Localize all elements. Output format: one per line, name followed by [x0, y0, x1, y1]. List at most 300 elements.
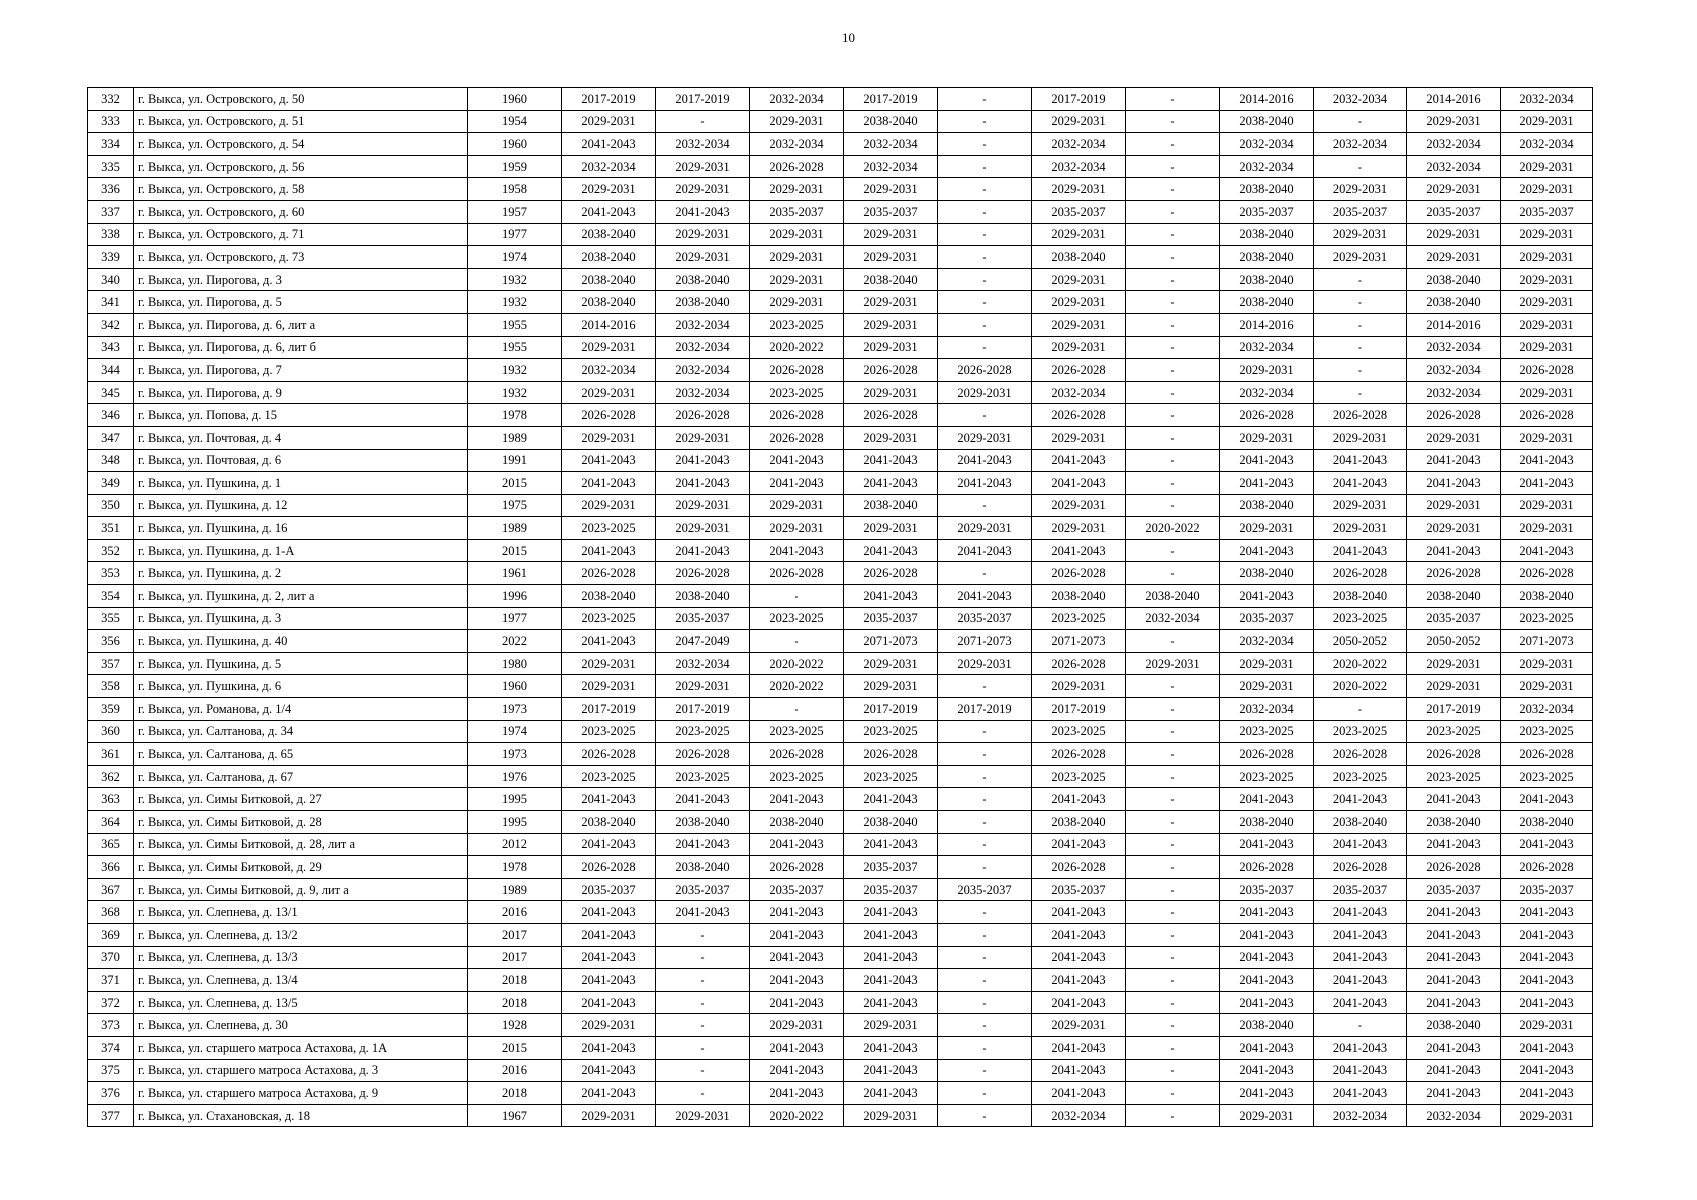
row-number-cell: 370 — [88, 946, 134, 969]
period-cell: 2023-2025 — [844, 720, 938, 743]
period-cell: - — [1126, 901, 1220, 924]
period-cell: 2029-2031 — [1501, 381, 1593, 404]
period-cell: - — [1314, 313, 1407, 336]
period-cell: - — [1126, 472, 1220, 495]
table-row — [88, 720, 1593, 743]
period-cell: 2017-2019 — [1032, 698, 1126, 721]
period-cell: 2038-2040 — [562, 268, 656, 291]
address-cell: г. Выкса, ул. Слепнева, д. 30 — [134, 1014, 468, 1037]
period-cell: 2032-2034 — [562, 155, 656, 178]
period-cell: 2023-2025 — [1032, 720, 1126, 743]
row-number-cell: 360 — [88, 720, 134, 743]
period-cell: - — [938, 856, 1032, 879]
table-row — [88, 291, 1593, 314]
period-cell: 2035-2037 — [1501, 200, 1593, 223]
period-cell: 2023-2025 — [562, 765, 656, 788]
period-cell: - — [1126, 291, 1220, 314]
year-cell: 1967 — [468, 1104, 562, 1127]
period-cell: 2041-2043 — [750, 539, 844, 562]
period-cell: 2038-2040 — [656, 811, 750, 834]
row-number-cell: 371 — [88, 969, 134, 992]
period-cell: - — [938, 88, 1032, 111]
period-cell: 2023-2025 — [1314, 765, 1407, 788]
year-cell: 1960 — [468, 675, 562, 698]
period-cell: 2041-2043 — [562, 969, 656, 992]
row-number-cell: 363 — [88, 788, 134, 811]
period-cell: 2047-2049 — [656, 630, 750, 653]
period-cell: - — [656, 946, 750, 969]
period-cell: 2038-2040 — [1314, 585, 1407, 608]
period-cell: 2029-2031 — [656, 223, 750, 246]
period-cell: - — [938, 765, 1032, 788]
period-cell: 2023-2025 — [1314, 607, 1407, 630]
period-cell: - — [1126, 698, 1220, 721]
period-cell: 2032-2034 — [656, 133, 750, 156]
period-cell: 2029-2031 — [1501, 178, 1593, 201]
period-cell: 2026-2028 — [1032, 652, 1126, 675]
period-cell: 2035-2037 — [844, 607, 938, 630]
period-cell: 2041-2043 — [1032, 539, 1126, 562]
row-number-cell: 358 — [88, 675, 134, 698]
period-cell: 2029-2031 — [1407, 110, 1501, 133]
table-row — [88, 517, 1593, 540]
period-cell: 2041-2043 — [1407, 901, 1501, 924]
table-row — [88, 585, 1593, 608]
table-row — [88, 991, 1593, 1014]
period-cell: 2041-2043 — [750, 788, 844, 811]
period-cell: - — [656, 969, 750, 992]
period-cell: 2038-2040 — [1032, 585, 1126, 608]
period-cell: 2041-2043 — [656, 472, 750, 495]
period-cell: 2041-2043 — [1032, 788, 1126, 811]
period-cell: 2029-2031 — [1032, 426, 1126, 449]
period-cell: - — [938, 811, 1032, 834]
period-cell: 2026-2028 — [562, 856, 656, 879]
period-cell: 2038-2040 — [1032, 246, 1126, 269]
period-cell: 2029-2031 — [844, 652, 938, 675]
period-cell: 2041-2043 — [750, 1059, 844, 1082]
period-cell: 2023-2025 — [562, 607, 656, 630]
table-row — [88, 268, 1593, 291]
address-cell: г. Выкса, ул. Слепнева, д. 13/2 — [134, 923, 468, 946]
period-cell: 2032-2034 — [1314, 133, 1407, 156]
address-cell: г. Выкса, ул. Слепнева, д. 13/1 — [134, 901, 468, 924]
period-cell: 2032-2034 — [1032, 133, 1126, 156]
period-cell: 2014-2016 — [1407, 313, 1501, 336]
year-cell: 2016 — [468, 901, 562, 924]
period-cell: 2041-2043 — [656, 901, 750, 924]
period-cell: 2020-2022 — [1314, 652, 1407, 675]
row-number-cell: 338 — [88, 223, 134, 246]
period-cell: 2041-2043 — [562, 133, 656, 156]
year-cell: 1980 — [468, 652, 562, 675]
table-row — [88, 223, 1593, 246]
period-cell: 2029-2031 — [938, 652, 1032, 675]
period-cell: 2029-2031 — [844, 381, 938, 404]
period-cell: 2035-2037 — [562, 878, 656, 901]
row-number-cell: 355 — [88, 607, 134, 630]
period-cell: 2032-2034 — [1032, 1104, 1126, 1127]
period-cell: - — [938, 1082, 1032, 1105]
row-number-cell: 336 — [88, 178, 134, 201]
period-cell: 2020-2022 — [750, 675, 844, 698]
period-cell: 2041-2043 — [1501, 1082, 1593, 1105]
period-cell: 2041-2043 — [1032, 472, 1126, 495]
year-cell: 2017 — [468, 946, 562, 969]
period-cell: 2023-2025 — [750, 381, 844, 404]
table-row — [88, 630, 1593, 653]
period-cell: 2041-2043 — [1032, 946, 1126, 969]
period-cell: 2035-2037 — [1032, 200, 1126, 223]
period-cell: 2035-2037 — [750, 200, 844, 223]
period-cell: 2026-2028 — [1501, 743, 1593, 766]
period-cell: 2041-2043 — [1407, 449, 1501, 472]
row-number-cell: 372 — [88, 991, 134, 1014]
period-cell: 2029-2031 — [1501, 155, 1593, 178]
period-cell: 2029-2031 — [1032, 313, 1126, 336]
period-cell: 2029-2031 — [1314, 246, 1407, 269]
period-cell: 2041-2043 — [1032, 1082, 1126, 1105]
period-cell: - — [1314, 155, 1407, 178]
period-cell: 2032-2034 — [1220, 698, 1314, 721]
period-cell: 2020-2022 — [1314, 675, 1407, 698]
period-cell: 2035-2037 — [1220, 878, 1314, 901]
period-cell: 2041-2043 — [1501, 833, 1593, 856]
period-cell: 2029-2031 — [562, 675, 656, 698]
table-row — [88, 765, 1593, 788]
period-cell: 2032-2034 — [1314, 88, 1407, 111]
period-cell: 2041-2043 — [750, 833, 844, 856]
year-cell: 1991 — [468, 449, 562, 472]
row-number-cell: 342 — [88, 313, 134, 336]
period-cell: 2035-2037 — [1314, 200, 1407, 223]
period-cell: 2029-2031 — [562, 381, 656, 404]
period-cell: 2041-2043 — [1314, 1082, 1407, 1105]
period-cell: 2041-2043 — [1314, 946, 1407, 969]
period-cell: 2050-2052 — [1314, 630, 1407, 653]
period-cell: 2041-2043 — [1314, 449, 1407, 472]
period-cell: 2041-2043 — [1032, 1059, 1126, 1082]
table-row — [88, 833, 1593, 856]
period-cell: - — [1126, 743, 1220, 766]
period-cell: 2023-2025 — [1501, 607, 1593, 630]
period-cell: 2041-2043 — [1032, 923, 1126, 946]
period-cell: 2023-2025 — [750, 720, 844, 743]
period-cell: - — [1126, 313, 1220, 336]
period-cell: 2017-2019 — [1407, 698, 1501, 721]
period-cell: 2029-2031 — [844, 178, 938, 201]
period-cell: 2029-2031 — [656, 517, 750, 540]
period-cell: - — [1314, 110, 1407, 133]
period-cell: - — [1126, 426, 1220, 449]
period-cell: 2029-2031 — [844, 675, 938, 698]
period-cell: 2035-2037 — [938, 878, 1032, 901]
row-number-cell: 353 — [88, 562, 134, 585]
period-cell: - — [938, 246, 1032, 269]
period-cell: 2029-2031 — [1501, 517, 1593, 540]
period-cell: - — [938, 404, 1032, 427]
address-cell: г. Выкса, ул. Симы Битковой, д. 29 — [134, 856, 468, 879]
period-cell: - — [938, 1059, 1032, 1082]
period-cell: 2032-2034 — [844, 133, 938, 156]
table-row — [88, 901, 1593, 924]
period-cell: 2026-2028 — [750, 155, 844, 178]
period-cell: 2029-2031 — [656, 246, 750, 269]
table-row — [88, 200, 1593, 223]
period-cell: 2038-2040 — [562, 585, 656, 608]
period-cell: 2041-2043 — [1501, 788, 1593, 811]
year-cell: 1932 — [468, 381, 562, 404]
period-cell: 2029-2031 — [750, 246, 844, 269]
period-cell: 2032-2034 — [656, 313, 750, 336]
period-cell: 2026-2028 — [1407, 856, 1501, 879]
period-cell: 2041-2043 — [1407, 923, 1501, 946]
period-cell: 2029-2031 — [656, 494, 750, 517]
period-cell: - — [938, 923, 1032, 946]
period-cell: 2041-2043 — [1407, 472, 1501, 495]
period-cell: 2035-2037 — [1407, 878, 1501, 901]
address-cell: г. Выкса, ул. Симы Битковой, д. 28 — [134, 811, 468, 834]
period-cell: 2041-2043 — [562, 901, 656, 924]
period-cell: 2026-2028 — [1407, 562, 1501, 585]
year-cell: 1995 — [468, 788, 562, 811]
period-cell: 2029-2031 — [562, 336, 656, 359]
period-cell: 2041-2043 — [1501, 969, 1593, 992]
period-cell: 2029-2031 — [1407, 494, 1501, 517]
table-row — [88, 788, 1593, 811]
period-cell: 2041-2043 — [1501, 991, 1593, 1014]
period-cell: 2023-2025 — [750, 765, 844, 788]
period-cell: 2020-2022 — [1126, 517, 1220, 540]
address-cell: г. Выкса, ул. Слепнева, д. 13/5 — [134, 991, 468, 1014]
period-cell: - — [1126, 178, 1220, 201]
period-cell: 2041-2043 — [844, 991, 938, 1014]
period-cell: 2029-2031 — [1314, 223, 1407, 246]
period-cell: 2029-2031 — [1501, 223, 1593, 246]
row-number-cell: 369 — [88, 923, 134, 946]
period-cell: 2014-2016 — [1407, 88, 1501, 111]
period-cell: 2017-2019 — [562, 698, 656, 721]
period-cell: 2041-2043 — [844, 969, 938, 992]
period-cell: - — [938, 494, 1032, 517]
period-cell: 2038-2040 — [1220, 223, 1314, 246]
period-cell: 2029-2031 — [750, 517, 844, 540]
period-cell: 2023-2025 — [1032, 765, 1126, 788]
period-cell: 2026-2028 — [1220, 404, 1314, 427]
period-cell: 2041-2043 — [656, 833, 750, 856]
year-cell: 1932 — [468, 268, 562, 291]
period-cell: - — [1126, 675, 1220, 698]
period-cell: 2029-2031 — [844, 1104, 938, 1127]
table-row — [88, 494, 1593, 517]
address-cell: г. Выкса, ул. Пушкина, д. 5 — [134, 652, 468, 675]
period-cell: 2038-2040 — [1220, 811, 1314, 834]
period-cell: 2029-2031 — [750, 223, 844, 246]
row-number-cell: 374 — [88, 1036, 134, 1059]
period-cell: 2029-2031 — [844, 517, 938, 540]
period-cell: 2041-2043 — [1220, 833, 1314, 856]
period-cell: 2035-2037 — [844, 878, 938, 901]
period-cell: 2041-2043 — [1220, 923, 1314, 946]
period-cell: - — [1314, 291, 1407, 314]
period-cell: 2041-2043 — [750, 449, 844, 472]
table-row — [88, 698, 1593, 721]
period-cell: 2029-2031 — [1314, 426, 1407, 449]
period-cell: 2026-2028 — [1032, 743, 1126, 766]
period-cell: 2029-2031 — [1501, 494, 1593, 517]
period-cell: 2032-2034 — [1407, 1104, 1501, 1127]
period-cell: 2041-2043 — [1501, 1036, 1593, 1059]
period-cell: 2032-2034 — [1407, 155, 1501, 178]
period-cell: 2023-2025 — [750, 313, 844, 336]
period-cell: 2032-2034 — [1501, 88, 1593, 111]
year-cell: 1976 — [468, 765, 562, 788]
period-cell: 2029-2031 — [750, 1014, 844, 1037]
period-cell: - — [938, 743, 1032, 766]
period-cell: 2041-2043 — [562, 1059, 656, 1082]
period-cell: 2029-2031 — [1501, 313, 1593, 336]
row-number-cell: 332 — [88, 88, 134, 111]
period-cell: 2029-2031 — [1407, 426, 1501, 449]
period-cell: 2041-2043 — [1501, 449, 1593, 472]
period-cell: 2029-2031 — [1314, 517, 1407, 540]
period-cell: 2038-2040 — [1407, 585, 1501, 608]
address-cell: г. Выкса, ул. Пушкина, д. 2, лит а — [134, 585, 468, 608]
period-cell: 2029-2031 — [1032, 110, 1126, 133]
period-cell: 2029-2031 — [1032, 517, 1126, 540]
period-cell: 2041-2043 — [1220, 472, 1314, 495]
period-cell: 2029-2031 — [656, 675, 750, 698]
period-cell: 2041-2043 — [1501, 901, 1593, 924]
year-cell: 1959 — [468, 155, 562, 178]
address-cell: г. Выкса, ул. Почтовая, д. 6 — [134, 449, 468, 472]
period-cell: 2026-2028 — [1501, 359, 1593, 382]
row-number-cell: 354 — [88, 585, 134, 608]
period-cell: - — [1126, 359, 1220, 382]
period-cell: 2032-2034 — [656, 381, 750, 404]
address-cell: г. Выкса, ул. Пирогова, д. 6, лит б — [134, 336, 468, 359]
period-cell: 2041-2043 — [1314, 1059, 1407, 1082]
period-cell: - — [938, 1104, 1032, 1127]
row-number-cell: 356 — [88, 630, 134, 653]
year-cell: 1978 — [468, 404, 562, 427]
period-cell: 2041-2043 — [1407, 1059, 1501, 1082]
period-cell: 2032-2034 — [1220, 155, 1314, 178]
period-cell: 2029-2031 — [562, 1104, 656, 1127]
period-cell: 2029-2031 — [1407, 246, 1501, 269]
period-cell: 2038-2040 — [1220, 291, 1314, 314]
period-cell: 2029-2031 — [562, 1014, 656, 1037]
period-cell: - — [1126, 223, 1220, 246]
period-cell: 2041-2043 — [562, 449, 656, 472]
period-cell: 2026-2028 — [656, 562, 750, 585]
table-row — [88, 155, 1593, 178]
period-cell: 2038-2040 — [1407, 811, 1501, 834]
address-cell: г. Выкса, ул. Салтанова, д. 34 — [134, 720, 468, 743]
period-cell: - — [938, 833, 1032, 856]
row-number-cell: 347 — [88, 426, 134, 449]
period-cell: 2041-2043 — [562, 1036, 656, 1059]
row-number-cell: 362 — [88, 765, 134, 788]
period-cell: - — [1126, 1059, 1220, 1082]
period-cell: 2041-2043 — [1407, 1082, 1501, 1105]
period-cell: - — [1126, 1014, 1220, 1037]
year-cell: 1954 — [468, 110, 562, 133]
period-cell: 2041-2043 — [656, 788, 750, 811]
period-cell: 2035-2037 — [1220, 200, 1314, 223]
period-cell: 2041-2043 — [1501, 923, 1593, 946]
year-cell: 1960 — [468, 133, 562, 156]
period-cell: 2026-2028 — [750, 404, 844, 427]
year-cell: 1957 — [468, 200, 562, 223]
row-number-cell: 345 — [88, 381, 134, 404]
period-cell: 2029-2031 — [1032, 268, 1126, 291]
period-cell: 2038-2040 — [1220, 1014, 1314, 1037]
period-cell: 2026-2028 — [1032, 562, 1126, 585]
table-row — [88, 110, 1593, 133]
address-cell: г. Выкса, ул. Пирогова, д. 6, лит а — [134, 313, 468, 336]
period-cell: 2023-2025 — [1220, 765, 1314, 788]
period-cell: 2014-2016 — [1220, 88, 1314, 111]
period-cell: 2041-2043 — [1501, 946, 1593, 969]
period-cell: 2020-2022 — [750, 1104, 844, 1127]
table-row — [88, 539, 1593, 562]
period-cell: 2023-2025 — [562, 720, 656, 743]
period-cell: - — [1314, 1014, 1407, 1037]
period-cell: - — [938, 133, 1032, 156]
period-cell: 2023-2025 — [844, 765, 938, 788]
period-cell: 2029-2031 — [1032, 336, 1126, 359]
period-cell: 2029-2031 — [1501, 1014, 1593, 1037]
period-cell: 2041-2043 — [1314, 539, 1407, 562]
row-number-cell: 352 — [88, 539, 134, 562]
row-number-cell: 346 — [88, 404, 134, 427]
period-cell: - — [1126, 246, 1220, 269]
period-cell: 2029-2031 — [750, 291, 844, 314]
year-cell: 1960 — [468, 88, 562, 111]
period-cell: 2038-2040 — [562, 291, 656, 314]
table-row — [88, 607, 1593, 630]
address-cell: г. Выкса, ул. Симы Битковой, д. 27 — [134, 788, 468, 811]
period-cell: 2017-2019 — [1032, 88, 1126, 111]
period-cell: 2035-2037 — [1314, 878, 1407, 901]
period-cell: 2041-2043 — [1314, 1036, 1407, 1059]
period-cell: - — [656, 1082, 750, 1105]
period-cell: - — [750, 698, 844, 721]
period-cell: 2041-2043 — [1220, 901, 1314, 924]
period-cell: 2029-2031 — [1032, 1014, 1126, 1037]
period-cell: 2029-2031 — [1220, 517, 1314, 540]
address-cell: г. Выкса, ул. Пирогова, д. 7 — [134, 359, 468, 382]
period-cell: 2038-2040 — [844, 811, 938, 834]
period-cell: - — [1126, 155, 1220, 178]
period-cell: 2026-2028 — [562, 404, 656, 427]
period-cell: 2041-2043 — [844, 449, 938, 472]
period-cell: 2038-2040 — [562, 246, 656, 269]
row-number-cell: 334 — [88, 133, 134, 156]
period-cell: - — [1126, 1104, 1220, 1127]
address-cell: г. Выкса, ул. Попова, д. 15 — [134, 404, 468, 427]
period-cell: 2029-2031 — [844, 1014, 938, 1037]
period-cell: - — [938, 155, 1032, 178]
period-cell: - — [938, 991, 1032, 1014]
period-cell: 2035-2037 — [844, 200, 938, 223]
period-cell: 2032-2034 — [750, 88, 844, 111]
period-cell: 2029-2031 — [1032, 291, 1126, 314]
period-cell: - — [656, 1014, 750, 1037]
period-cell: 2026-2028 — [938, 359, 1032, 382]
period-cell: 2029-2031 — [562, 110, 656, 133]
